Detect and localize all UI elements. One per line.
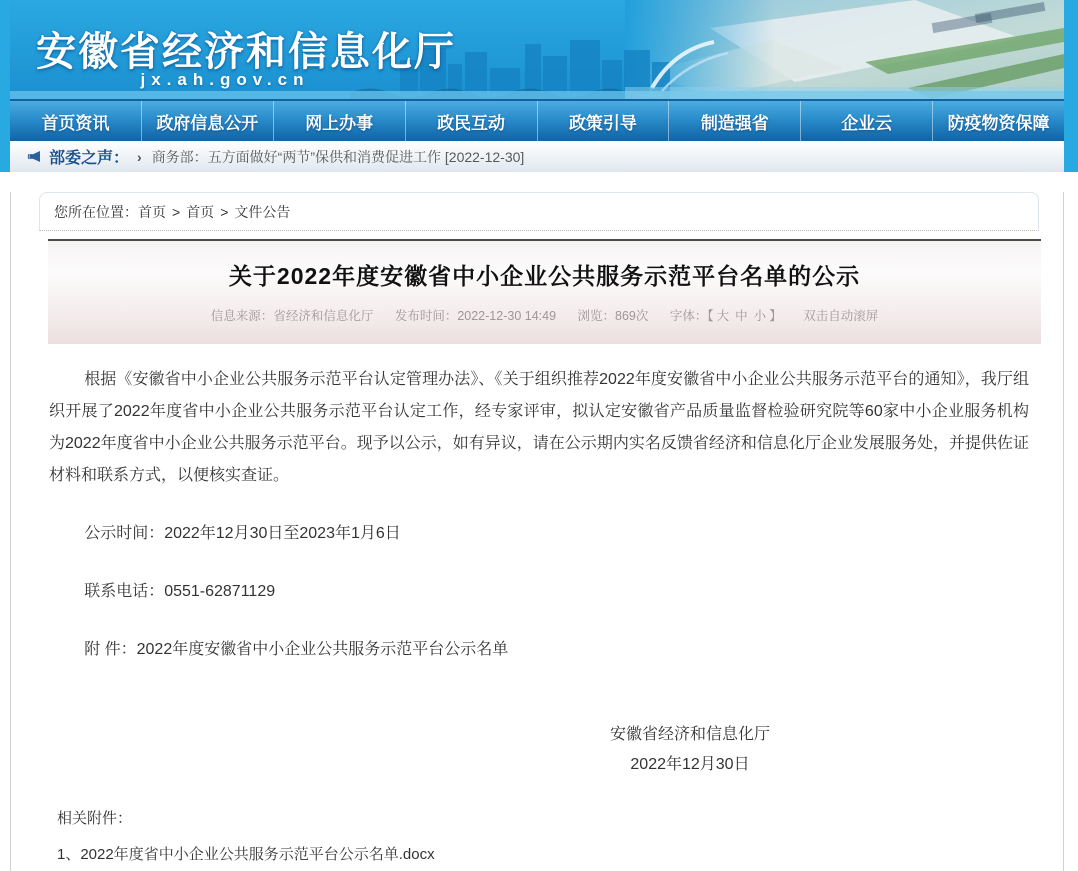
speaker-icon (28, 150, 41, 163)
appendix-line: 附 件：2022年度安徽省中小企业公共服务示范平台公示名单 (84, 641, 509, 658)
main-container (10, 0, 1064, 863)
font-size-large-button[interactable]: 大 (716, 309, 730, 323)
font-size-medium-button[interactable]: 中 (735, 309, 748, 323)
nav-item-interaction[interactable]: 政民互动 (406, 101, 538, 141)
breadcrumb (39, 192, 1039, 231)
news-ticker (10, 141, 1064, 172)
breadcrumb-link-home2[interactable]: 首页 (186, 204, 215, 220)
related-attachments (49, 804, 1029, 870)
scroll-hint: 双击自动滚屏 (803, 309, 879, 323)
article-meta (68, 306, 1021, 324)
attachments-label: 相关附件： (57, 810, 133, 827)
site-title: 安徽省经济和信息化厅 (36, 30, 456, 74)
breadcrumb-separator: > (220, 204, 229, 220)
font-size-small-button[interactable]: 小 (753, 309, 767, 323)
nav-item-policy-guide[interactable]: 政策引导 (538, 101, 670, 141)
article-paragraph: 根据《安徽省中小企业公共服务示范平台认定管理办法》、《关于组织推荐2022年度安徽省中小企业公共服务示范平台的通知》，我厅组织开展了2022年度省中小企业公共服务示范平台认定工作，经专家评审，拟认定安徽省产品质量监督检验研究院等60家中小企业服务机构为2022年度省中小企业公共服务示范平台。现予以公示，如有异议，请在公示期内实名反馈省经济和信息化厅企业发展服务处，并提供佐证材料和联系方式，以便核实查证。 (49, 371, 1029, 484)
signature-date: 2022年12月30日 (630, 756, 750, 773)
content-frame (10, 192, 1064, 871)
ticker-news-link[interactable]: 商务部：五方面做好“两节”保供和消费促进工作 [2022-12-30] (151, 148, 525, 165)
arrow-right-icon: › (137, 148, 142, 165)
article-body (11, 364, 1063, 870)
attachment-docx-link[interactable]: 1、2022年度省中小企业公共服务示范平台公示名单.docx (57, 846, 435, 863)
breadcrumb-link-announcements[interactable]: 文件公告 (234, 204, 291, 220)
article-header (48, 239, 1041, 344)
breadcrumb-separator: > (172, 204, 181, 220)
meta-source: 信息来源：省经济和信息化厅 (210, 309, 374, 323)
meta-views: 浏览：869次 (577, 309, 649, 323)
nav-item-home-news[interactable]: 首页资讯 (10, 101, 142, 141)
nav-item-enterprise-cloud[interactable]: 企业云 (801, 101, 933, 141)
nav-item-manufacturing[interactable]: 制造强省 (669, 101, 801, 141)
breadcrumb-prefix: 您所在位置： (54, 204, 138, 220)
nav-item-online-service[interactable]: 网上办事 (274, 101, 406, 141)
site-banner (10, 0, 1064, 99)
meta-font-controls: 字体：【 大 中 小 】 (669, 309, 782, 323)
signature-org: 安徽省经济和信息化厅 (609, 726, 770, 743)
article-title: 关于2022年度安徽省中小企业公共服务示范平台名单的公示 (228, 263, 861, 289)
publicity-period-line: 公示时间：2022年12月30日至2023年1月6日 (84, 525, 401, 542)
breadcrumb-link-home[interactable]: 首页 (138, 204, 166, 220)
meta-publish-time: 发布时间：2022-12-30 14:49 (394, 309, 557, 323)
main-nav (10, 99, 1064, 141)
nav-item-epidemic-supplies[interactable]: 防疫物资保障 (947, 113, 1050, 133)
nav-item-gov-info[interactable]: 政府信息公开 (142, 101, 274, 141)
site-url: jx.ah.gov.cn (140, 70, 310, 89)
contact-phone-line: 联系电话：0551-62871129 (84, 583, 276, 600)
ticker-label: 部委之声： (49, 150, 130, 167)
